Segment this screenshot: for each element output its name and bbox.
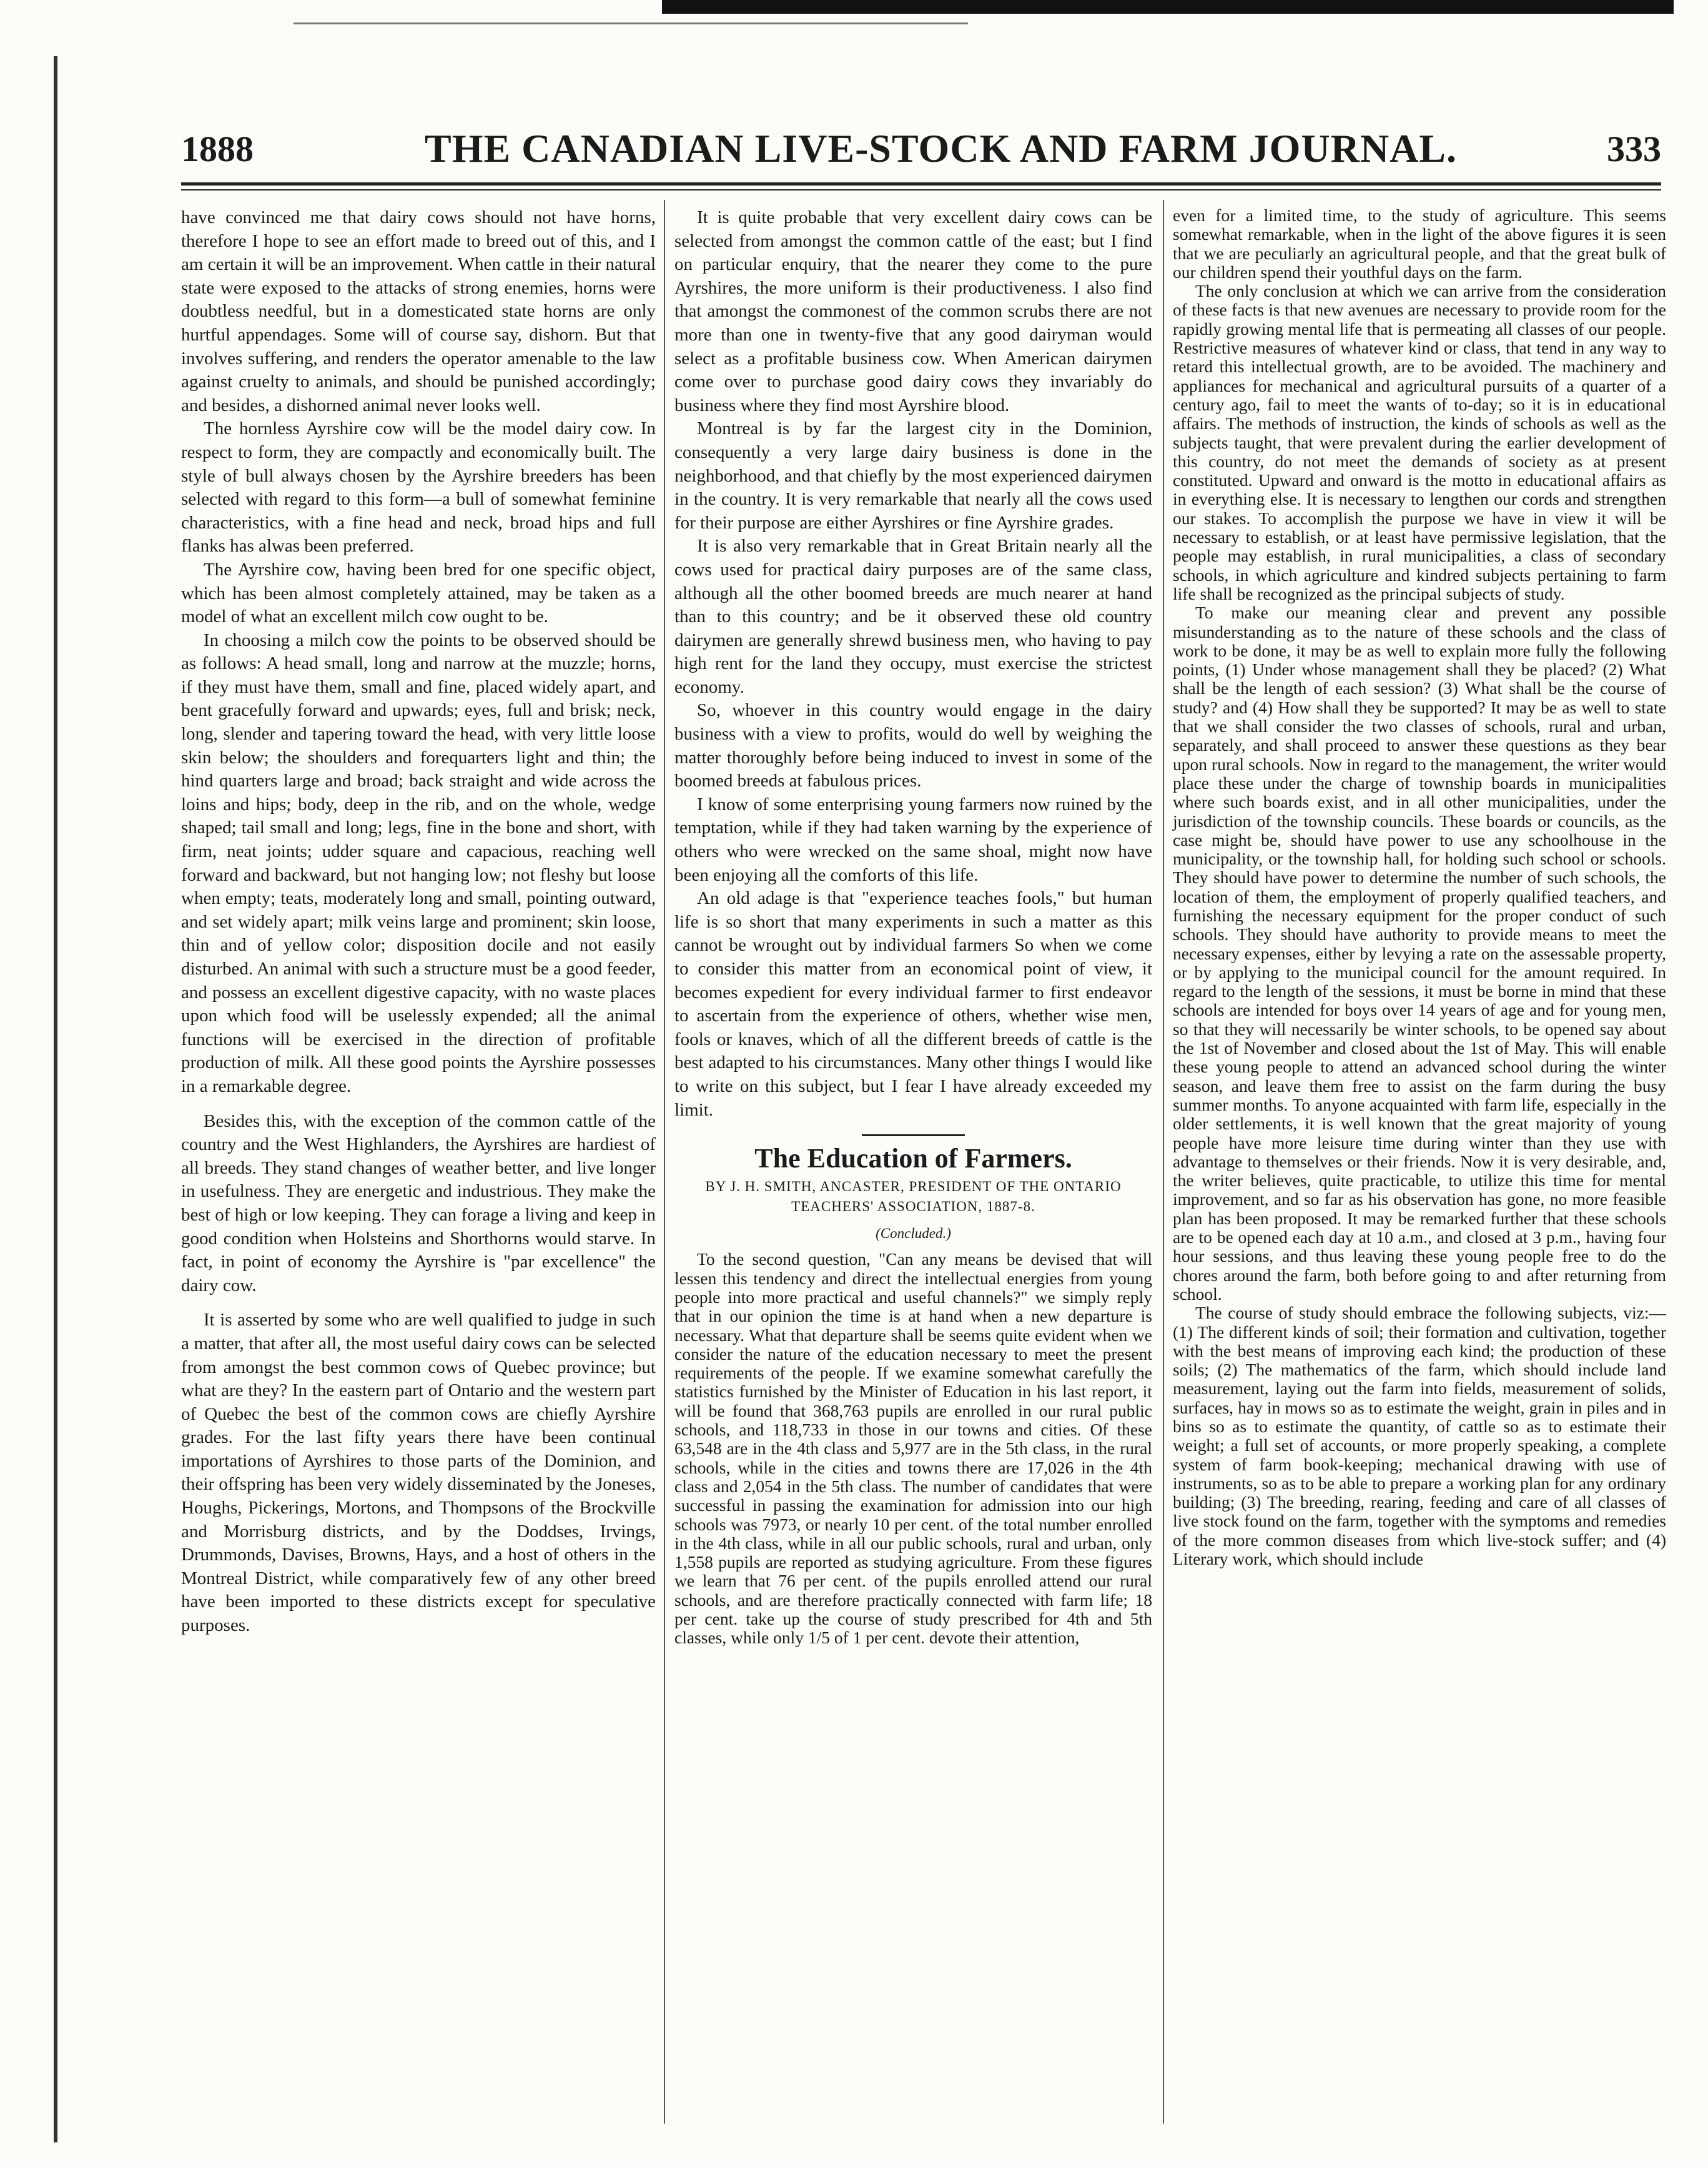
paragraph: It is quite probable that very excellent dairy cows can be selected from amongst the common cattle of the east; but I find on particular enquiry, that the nearer they come to the pure Ayrshires, the more uniform is their productiveness. I also find that amongst the commonest of the common scrubs there are not more than one in twenty-five that any good dairyman would select as a profitable business cow. When American dairymen come over to purchase good dairy cows they invariably do business where they find most Ayrshire blood. xyxy=(674,207,1152,415)
paragraph: To the second question, "Can any means be devised that will lessen this tendency and direct the intellectual energies from young people into more practical and useful channels?" we simply reply that in our opinion the time is at hand when a new departure is necessary. What that departure shall be seems quite evident when we consider the nature of the education necessary to meet the present requirements of the people. If we examine somewhat carefully the statistics furnished by the Minister of Education in his last report, it will be found that 368,763 pupils are enrolled in our rural public schools, and 118,733 in those in our towns and cities. Of these 63,548 are in the 4th class and 5,977 are in the 5th class, in the rural schools, while in the cities and towns there are 17,026 in the 4th class and 2,054 in the 5th class. The number of candidates that were successful in passing the examination for admission into our high schools was 7973, or nearly 10 per cent. of the total number enrolled in the 4th class, while in all our public schools, rural and urban, only 1,558 pupils are reported as studying agriculture. From these figures we learn that 76 per cent. of the pupils enrolled attend our rural schools, and are therefore practically connected with farm life; 18 per cent. take up the course of study prescribed for 4th and 5th classes, while only 1/5 of 1 per cent. devote their attention, xyxy=(674,1249,1152,1648)
paragraph: Montreal is by far the largest city in the Dominion, consequently a very large dairy business is done in the neighborhood, and that chiefly by the most experienced dairymen in the country. It is very remarkable that nearly all the cows used for their purpose are either Ayrshires or fine Ayrshire grades. xyxy=(674,418,1152,533)
article-title: The Education of Farmers. xyxy=(754,1143,1072,1174)
paragraph: So, whoever in this country would engage in the dairy business with a view to profits, would do well by weighing the matter thoroughly before being induced to invest in some of the boomed breeds at fabulous prices. xyxy=(674,700,1152,791)
column-1 xyxy=(181,206,656,1638)
paragraph: It is also very remarkable that in Great Britain nearly all the cows used for practical dairy purposes are of the same class, although all the other boomed breeds are much nearer at hand than to this country; and be it observed these old country dairymen are generally shrewd business men, who having to pay high rent for the land they occupy, must exercise the strictest economy. xyxy=(674,536,1152,697)
journal-title: THE CANADIAN LIVE-STOCK AND FARM JOURNAL. xyxy=(425,126,1457,171)
running-header xyxy=(181,122,1661,178)
paragraph: even for a limited time, to the study of agriculture. This seems somewhat remarkable, when in the light of the above figures it is seen that we are peculiarly an agricultural people, and that the great bulk of our children spend their youthful days on the farm. xyxy=(1173,205,1666,282)
paragraph: Besides this, with the exception of the common cattle of the country and the West Highlanders, the Ayrshires are hardiest of all breeds. They stand changes of weather better, and live longer in usefulness. They are energetic and industrious. They make the best of high or low keeping. They can forage a living and keep in good condition when Holsteins and Shorthorns would starve. In fact, in point of economy the Ayrshire is "par excellence" the dairy cow. xyxy=(181,1111,656,1295)
header-year: 1888 xyxy=(181,129,254,169)
paragraph: An old adage is that "experience teaches fools," but human life is so short that many experiments in such a matter as this cannot be wrought out by individual farmers So when we come to consider this matter from an economical point of view, it becomes expedient for every individual farmer to first endeavor to ascertain from the experience of others, whether wise men, fools or knaves, which of all the different breeds of cattle is the best adapted to his circumstances. Many other things I would like to write on this subject, but I fear I have already exceeded my limit. xyxy=(674,888,1152,1120)
column-divider-2 xyxy=(1163,200,1164,2124)
paragraph: have convinced me that dairy cows should not have horns, therefore I hope to see an effort made to breed out of this, and I am certain it will be an improvement. When cattle in their natural state were exposed to the attacks of strong enemies, horns were doubtless needful, but in a domesticated state horns are only hurtful appendages. Some will of course say, dishorn. But that involves suffering, and renders the operator amenable to the law against cruelty to animals, and should be punished accordingly; and besides, a dishorned animal never looks well. xyxy=(181,207,656,415)
paragraph: The course of study should embrace the following subjects, viz:—(1) The different kinds of soil; their formation and cultivation, together with the best means of improving each kind; the production of these soils; (2) The mathematics of the farm, which should include land measurement, laying out the farm into fields, measurement of solids, surfaces, hay in mows so as to estimate the weight, grain in piles and in bins so as to estimate the quantity, of cattle so as to estimate their weight; a full set of accounts, or more properly speaking, a complete system of farm book-keeping; mechanical drawing with use of instruments, so as to be able to prepare a working plan for any ordinary building; (3) The breeding, rearing, feeding and care of all classes of live stock found on the farm, together with the symptoms and remedies of the more common diseases from which live-stock suffer; and (4) Literary work, which should include xyxy=(1173,1303,1666,1569)
column-3 xyxy=(1173,206,1666,1568)
column-divider-1 xyxy=(664,200,665,2124)
paragraph: The hornless Ayrshire cow will be the model dairy cow. In respect to form, they are compactly and economically built. The style of bull always chosen by the Ayrshire breeders has been selected with regard to this form—a bull of somewhat feminine characteristics, with a fine head and neck, broad hips and full flanks has alwas been preferred. xyxy=(181,418,656,557)
paragraph: It is asserted by some who are well qualified to judge in such a matter, that after all, the most useful dairy cows can be selected from amongst the best common cows of Quebec province; but what are they? In the eastern part of Ontario and the western part of Quebec the best of the common cows are chiefly Ayrshire grades. For the last fifty years there have been continual importations of Ayrshires to those parts of the Dominion, and their offspring has been very widely disseminated by the Joneses, Houghs, Pickerings, Mortons, and Thompsons of the Brockville and Morrisburg districts, and by the Doddses, Irvings, Drummonds, Davises, Browns, Hays, and a host of others in the Montreal District, while comparatively few of any other breed have been imported to these districts except for speculative purposes. xyxy=(181,1310,656,1636)
paragraph: I know of some enterprising young farmers now ruined by the temptation, while if they had taken warning by the experience of others who were wrecked on the same shoal, might now have been enjoying all the comforts of this life. xyxy=(674,794,1152,885)
article-separator xyxy=(674,1122,1152,1147)
paragraph: The Ayrshire cow, having been bred for one specific object, which has been almost completely attained, may be taken as a model of what an excellent milch cow ought to be. xyxy=(181,559,656,627)
paragraph: To make our meaning clear and prevent any possible misunderstanding as to the nature of these schools and the class of work to be done, it may be as well to explain more fully the following points, (1) Under whose management shall they be placed? (2) What shall be the length of each session? (3) What shall be the course of study? and (4) How shall they be supported? It may be as well to state that we shall consider the two classes of schools, rural and urban, separately, and shall proceed to answer these questions as they bear upon rural schools. Now in regard to the management, the writer would place these under the charge of township boards in municipalities where such boards exist, and in all other municipalities, under the jurisdiction of the township councils. These boards or councils, as the case might be, should have power to use any schoolhouse in the municipality, or the township hall, for holding such school or schools. They should have power to determine the number of such schools, the location of them, the employment of properly qualified teachers, and furnishing the necessary equipment for the proper conduct of such schools. They should have authority to provide means to meet the necessary expenses, either by levying a rate on the assessable property, or by applying to the municipal council for the amount required. In regard to the length of the sessions, it must be borne in mind that these schools are intended for boys over 14 years of age and for young men, so that they will necessarily be winter schools, to be opened say about the 1st of November and closed about the 1st of May. This will enable these young people to attend an advanced school during the winter season, and leave them free to assist on the farm during the busy summer months. To anyone acquainted with farm life, especially in the older settlements, it is well known that the great majority of young people have more leisure time during winter than they use with advantage to themselves or their friends. Now it is very desirable, and, the writer believes, quite practicable, to utilize this time for mental improvement, and so far as his observation has gone, no more feasible plan has been proposed. It may be remarked further that these schools are to be opened each day at 10 a.m., and closed at 3 p.m., having four hour sessions, and thus leaving these young people free to do the chores around the farm, both before going to and after returning from school. xyxy=(1173,603,1666,1304)
paragraph: The only conclusion at which we can arrive from the consideration of these facts is that new avenues are necessary to provide room for the rapidly growing mental life that is permeating all classes of our people. Restrictive measures of whatever kind or class, that tend in any way to retard this intellectual growth, are to be avoided. The machinery and appliances for mechanical and agricultural pursuits of a quarter of a century ago, fail to meet the wants of to-day; so it is in educational affairs. The methods of instruction, the kinds of schools as well as the subjects taught, that were prevalent during the earlier development of this country, do not meet the demands of society as at present constituted. Upward and onward is the motto in educational affairs as in everything else. It is necessary to lengthen our cords and strengthen our stakes. To accomplish the purpose we have in view it will be necessary to establish, or at least have permissive legislation, that the people may establish, in rural municipalities, a class of secondary schools, in which agriculture and kindred subjects pertaining to farm life shall be recognized as the principal subjects of study. xyxy=(1173,281,1666,603)
header-rule-thick xyxy=(181,182,1661,186)
paragraph: In choosing a milch cow the points to be observed should be as follows: A head small, long and narrow at the muzzle; horns, if they must have them, small and fine, placed widely apart, and bent gracefully forward and upwards; eyes, full and brisk; neck, long, slender and tapering toward the head, with very little loose skin below; the shoulders and forequarters light and thin; the hind quarters large and broad; back straight and wide across the loins and hips; body, deep in the rib, and on the whole, wedge shaped; tail small and long; legs, fine in the bone and short, with firm, neat joints; udder square and capacious, reaching well forward and backward, but not hanging low; not fleshy but loose when empty; teats, moderately long and small, pointing outward, and set widely apart; milk veins large and prominent; skin loose, thin and of yellow color; disposition docile and not easily disturbed. An animal with such a structure must be a good feeder, and possess an excellent digestive capacity, with no waste places upon which food will be uselessly expended; all the animal functions will be exercised in the direction of profitable production of milk. All these good points the Ayrshire possesses in a remarkable degree. xyxy=(181,630,656,1096)
column-2 xyxy=(674,206,1152,1648)
page-number: 333 xyxy=(1607,129,1661,169)
header-rule-thin xyxy=(181,189,1661,191)
article-byline: BY J. H. SMITH, ANCASTER, PRESIDENT OF THE ONTARIO TEACHERS' ASSOCIATION, 1887-8. xyxy=(705,1178,1122,1214)
article-continuation-note: (Concluded.) xyxy=(876,1225,951,1241)
top-edge-bar xyxy=(662,0,1674,14)
top-edge-line xyxy=(294,22,968,24)
page-binding-edge xyxy=(54,56,57,2142)
